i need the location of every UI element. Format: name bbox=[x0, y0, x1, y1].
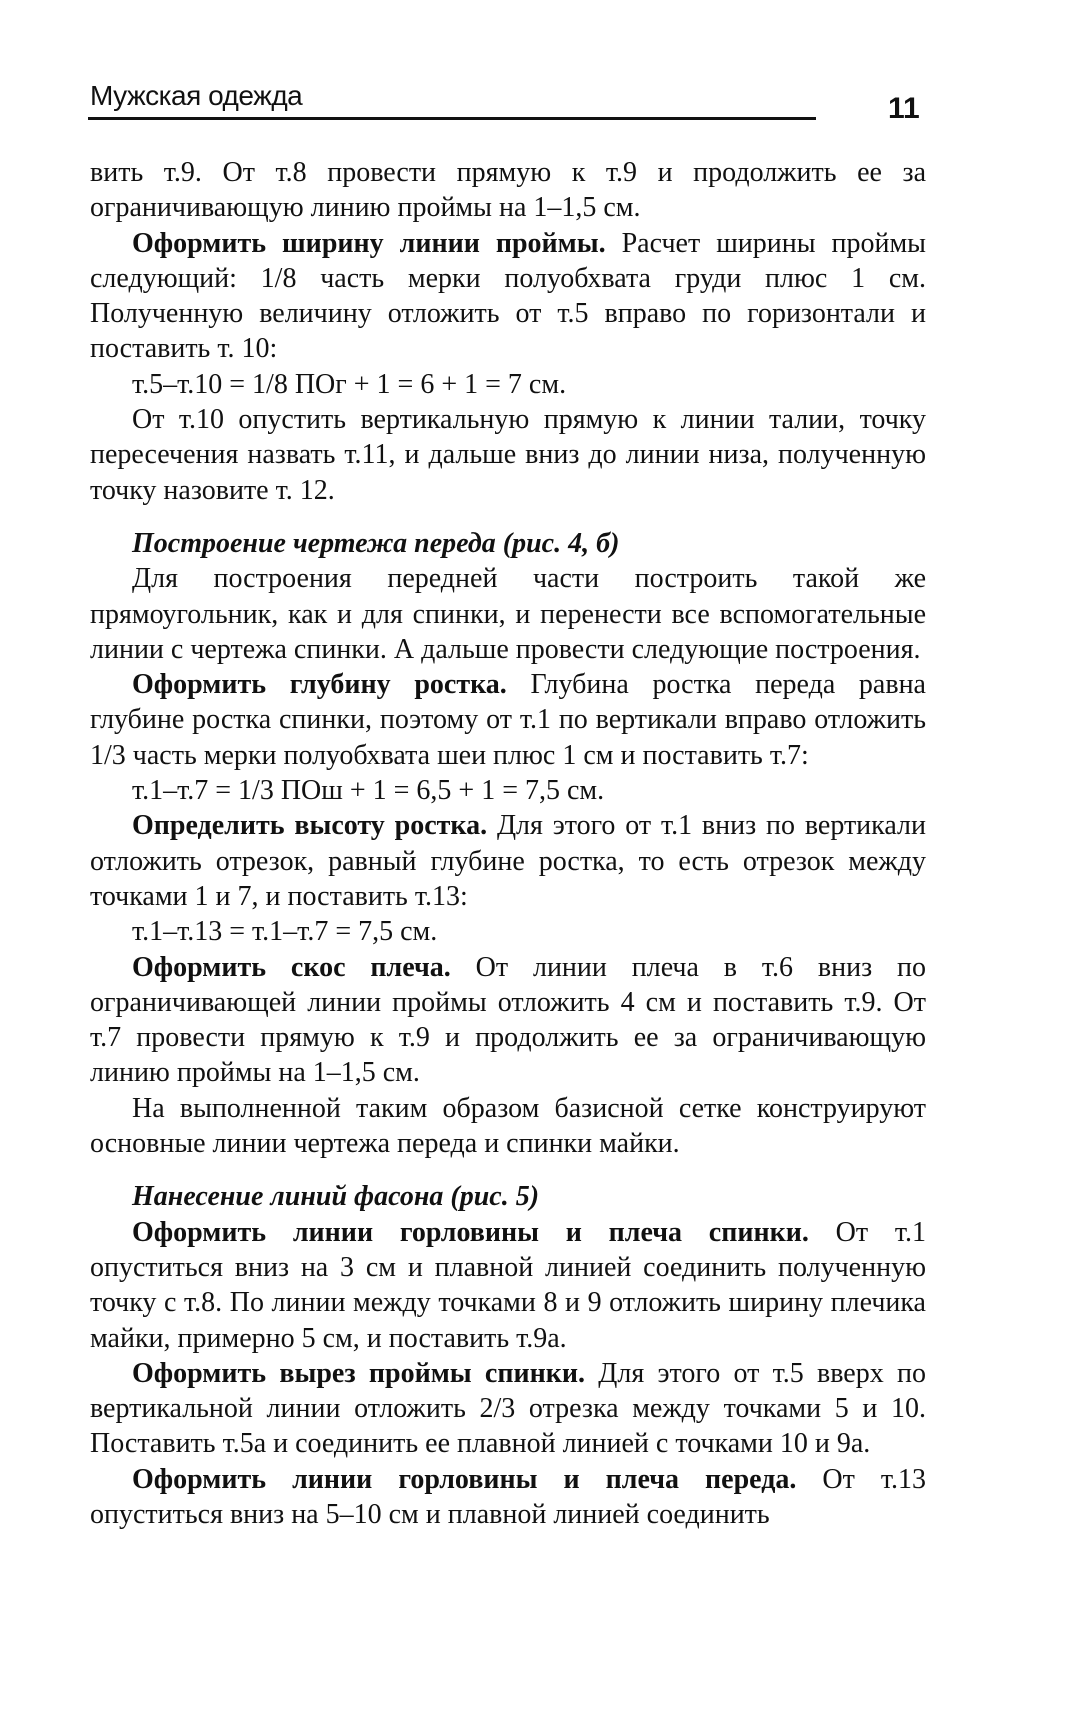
formula-neck-depth: т.1–т.7 = 1/3 ПОш + 1 = 6,5 + 1 = 7,5 см. bbox=[132, 775, 605, 807]
page-body bbox=[90, 155, 926, 1532]
paragraph-lead: Оформить глубину ростка. bbox=[132, 669, 507, 701]
paragraph-lead: Определить высоту ростка. bbox=[132, 810, 488, 842]
paragraph-neck-height bbox=[90, 808, 926, 914]
paragraph-front-neckline bbox=[90, 1462, 926, 1533]
paragraph-base-grid: На выполненной таким образом базисной сетке конструируют основные линии чертежа переда и спинки майки. bbox=[90, 1092, 926, 1160]
paragraph-neck-depth bbox=[90, 667, 926, 773]
paragraph-text: Для этого от т.1 вниз по вертикали отложить отрезок, равный глубине ростка, то есть отрезок между точками 1 и 7, и поставить т.13: bbox=[90, 810, 926, 912]
paragraph-lead: Оформить скос плеча. bbox=[132, 951, 451, 983]
book-page bbox=[88, 70, 928, 1530]
page-number: 11 bbox=[888, 92, 920, 125]
paragraph-text: От линии плеча в т.6 вниз по ограничивающей линии проймы отложить 4 см и поставить т.9. От т.7 провести прямую к т.9 и продолжить ее за ограничивающую линию проймы на 1–1,5 см. bbox=[90, 951, 926, 1089]
paragraph-text: Для этого от т.5 вверх по вертикальной линии отложить 2/3 отрезка между точками 5 и 10. Поставить т.5а и соединить ее плавной линией с точками 10 и 9а. bbox=[90, 1357, 927, 1460]
paragraph-lead: Оформить линии горловины и плеча спинки. bbox=[132, 1216, 809, 1248]
formula-armhole-width: т.5–т.10 = 1/8 ПОг + 1 = 6 + 1 = 7 см. bbox=[132, 368, 567, 400]
paragraph-lead: Оформить ширину линии проймы. bbox=[132, 227, 606, 259]
running-header bbox=[88, 70, 928, 134]
paragraph-back-armhole bbox=[90, 1356, 926, 1462]
paragraph-text: От т.13 опуститься вниз на 5–10 см и плавной линией соединить bbox=[90, 1463, 927, 1530]
paragraph-text: От т.1 опуститься вниз на 3 см и плавной линией соединить полученную точку с т.8. По линии между точками 8 и 9 отложить ширину плечика майки, примерно 5 см, и поставить т.9а. bbox=[90, 1216, 926, 1354]
paragraph-text: Глубина ростка переда равна глубине ростка спинки, поэтому от т.1 по вертикали вправо отложить 1/3 часть мерки полуобхвата шеи плюс 1 см и поставить т.7: bbox=[90, 669, 926, 771]
running-header-title: Мужская одежда bbox=[90, 80, 303, 111]
header-rule bbox=[88, 117, 816, 120]
paragraph-front-construction: Для построения передней части построить такой же прямоугольник, как и для спинки, и перенести все вспомогательные линии с чертежа спинки. А дальше провести следующие построения. bbox=[90, 563, 926, 665]
paragraph-lead: Оформить вырез проймы спинки. bbox=[132, 1357, 586, 1389]
formula-neck-height: т.1–т.13 = т.1–т.7 = 7,5 см. bbox=[132, 916, 438, 948]
paragraph-waist-line: От т.10 опустить вертикальную прямую к линии талии, точку пересечения назвать т.11, и дальше вниз до линии низа, полученную точку назовите т. 12. bbox=[90, 404, 926, 506]
paragraph-lead: Оформить линии горловины и плеча переда. bbox=[132, 1463, 797, 1495]
paragraph-text: Расчет ширины проймы следующий: 1/8 часть мерки полуобхвата груди плюс 1 см. Полученную величину отложить от т.5 вправо по горизонтали и поставить т. 10: bbox=[90, 227, 926, 365]
section-heading-style-lines: Нанесение линий фасона (рис. 5) bbox=[132, 1181, 540, 1213]
paragraph-armhole-width bbox=[90, 226, 926, 367]
paragraph-shoulder-slope bbox=[90, 950, 926, 1091]
paragraph-back-neckline bbox=[90, 1215, 926, 1356]
section-heading-front: Построение чертежа переда (рис. 4, б) bbox=[132, 527, 620, 559]
paragraph-continuation: вить т.9. От т.8 провести прямую к т.9 и продолжить ее за ограничивающую линию проймы на 1–1,5 см. bbox=[90, 157, 926, 224]
